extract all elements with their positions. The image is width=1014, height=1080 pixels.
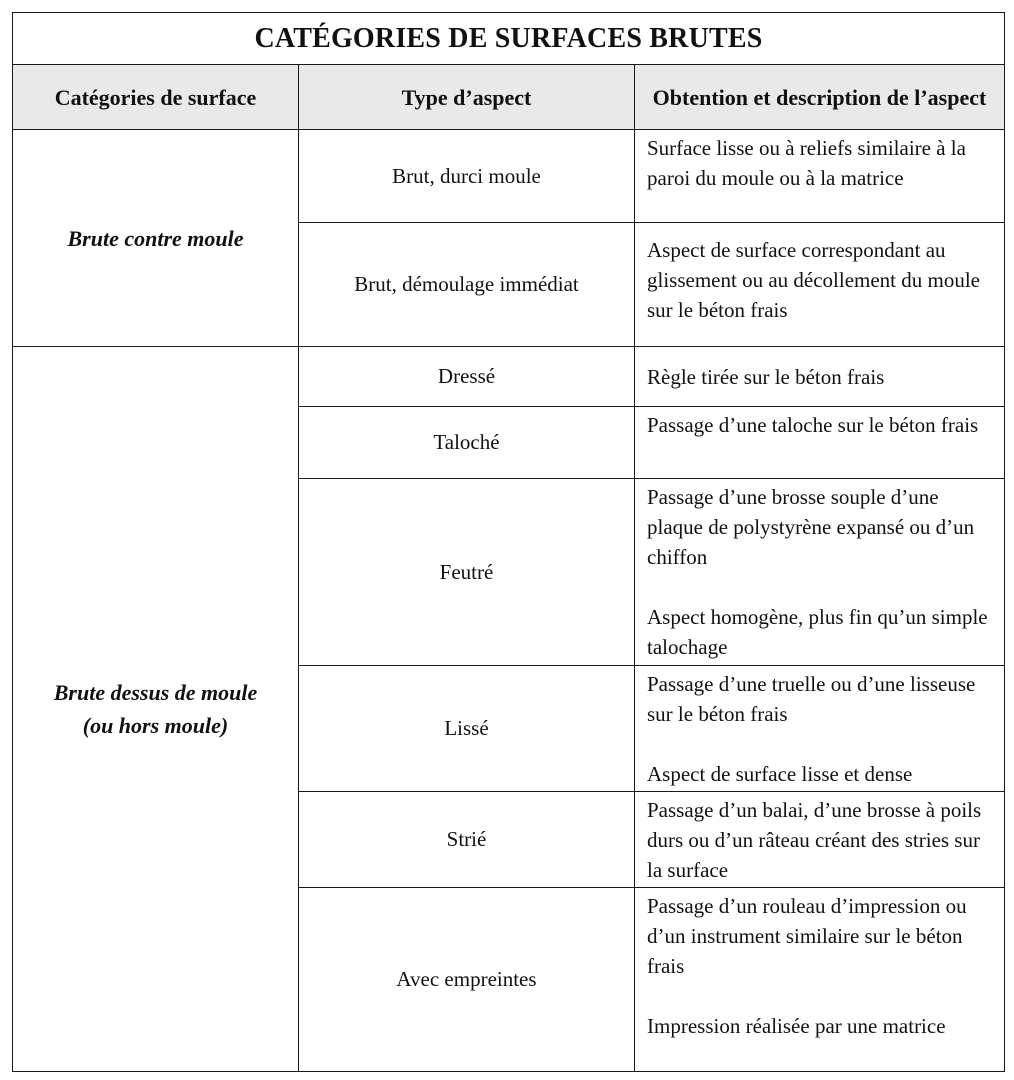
title-row bbox=[13, 13, 1005, 65]
description-text: Passage d’un balai, d’une brosse à poils durs ou d’un râteau créant des stries sur la surface bbox=[647, 798, 982, 882]
category-label-line1: Brute dessus de moule bbox=[53, 680, 258, 705]
type-cell: Taloché bbox=[299, 407, 635, 479]
header-category: Catégories de surface bbox=[13, 65, 299, 130]
description-cell bbox=[635, 407, 1005, 479]
description-text: Surface lisse ou à reliefs similaire à la paroi du moule ou à la matrice bbox=[647, 136, 966, 190]
description-text: Aspect homogène, plus fin qu’un simple talochage bbox=[647, 605, 988, 659]
description-text: Passage d’une taloche sur le béton frais bbox=[647, 413, 979, 437]
type-cell: Strié bbox=[299, 792, 635, 888]
description-text: Aspect de surface correspondant au glissement ou au décollement du moule sur le béton frais bbox=[647, 238, 981, 322]
type-cell: Brut, durci moule bbox=[299, 130, 635, 223]
type-cell: Avec empreintes bbox=[299, 888, 635, 1072]
description-text: Passage d’un rouleau d’impression ou d’un instrument similaire sur le béton frais bbox=[647, 894, 967, 978]
category-label: Brute contre moule bbox=[67, 225, 244, 251]
type-cell: Feutré bbox=[299, 479, 635, 666]
header-row bbox=[13, 65, 1005, 130]
category-cell bbox=[13, 130, 299, 347]
description-text: Aspect de surface lisse et dense bbox=[647, 762, 913, 786]
description-cell bbox=[635, 223, 1005, 347]
description-text: Passage d’une truelle ou d’une lisseuse sur le béton frais bbox=[647, 672, 976, 726]
description-cell bbox=[635, 130, 1005, 223]
category-label-line2: (ou hors moule) bbox=[82, 713, 229, 738]
description-cell bbox=[635, 666, 1005, 792]
description-text: Passage d’une brosse souple d’une plaque de polystyrène expansé ou d’un chiffon bbox=[647, 485, 975, 569]
description-cell bbox=[635, 792, 1005, 888]
table-row bbox=[13, 347, 1005, 407]
type-cell: Dressé bbox=[299, 347, 635, 407]
description-cell bbox=[635, 479, 1005, 666]
description-text: Règle tirée sur le béton frais bbox=[647, 365, 885, 389]
description-cell bbox=[635, 888, 1005, 1072]
header-type: Type d’aspect bbox=[299, 65, 635, 130]
table-row bbox=[13, 130, 1005, 223]
category-cell bbox=[13, 347, 299, 1072]
surface-categories-table bbox=[12, 12, 1005, 1072]
table-title: CATÉGORIES DE SURFACES BRUTES bbox=[13, 13, 1005, 65]
description-cell bbox=[635, 347, 1005, 407]
type-cell: Lissé bbox=[299, 666, 635, 792]
description-text: Impression réalisée par une matrice bbox=[647, 1014, 946, 1038]
header-description: Obtention et description de l’aspect bbox=[635, 65, 1005, 130]
type-cell: Brut, démoulage immédiat bbox=[299, 223, 635, 347]
